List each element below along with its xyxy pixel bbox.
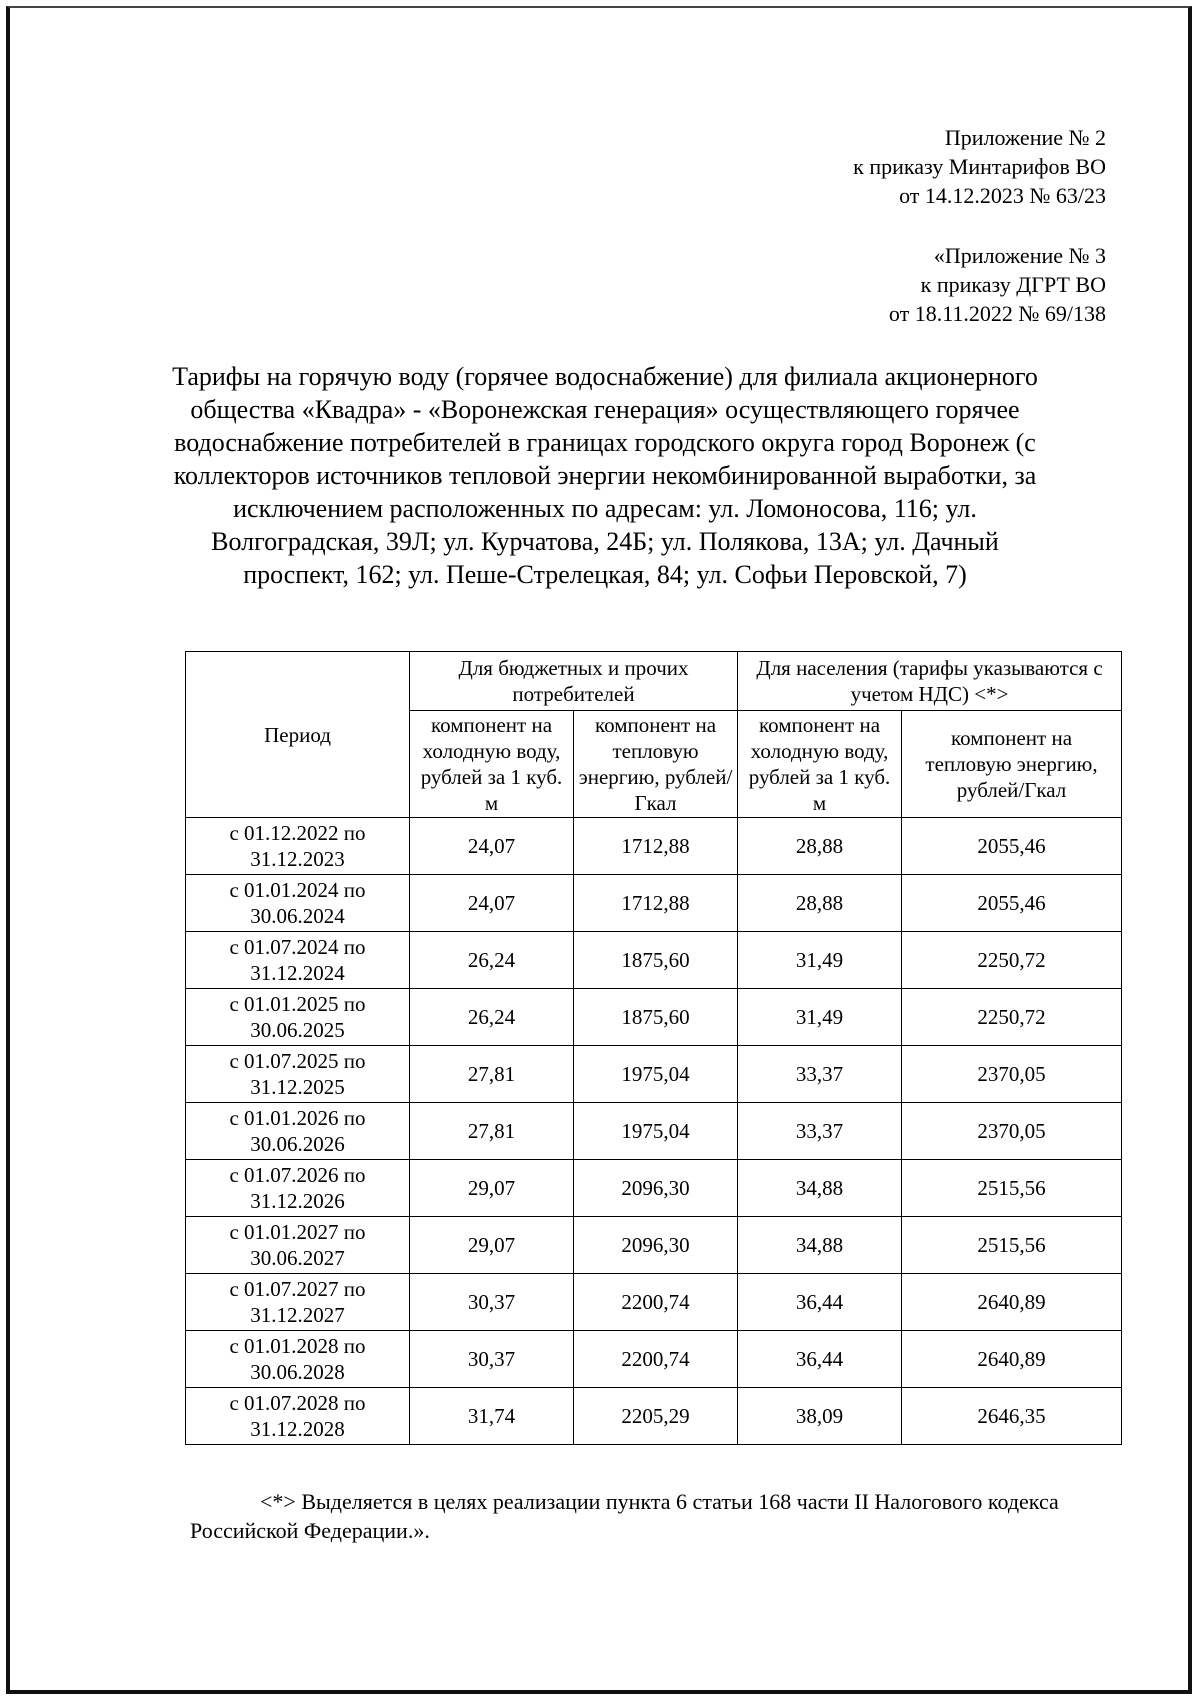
table-row <box>186 875 1122 932</box>
period-cell: с 01.07.2028 по 31.12.2028 <box>186 1388 410 1445</box>
period-cell: с 01.01.2024 по 30.06.2024 <box>186 875 410 932</box>
population-cold-cell: 31,49 <box>738 989 902 1046</box>
table-row <box>186 1331 1122 1388</box>
ref-line: «Приложение № 3 <box>933 243 1106 268</box>
population-heat-cell: 2640,89 <box>902 1274 1122 1331</box>
population-cold-cell: 36,44 <box>738 1331 902 1388</box>
budget-cold-cell: 30,37 <box>410 1274 574 1331</box>
population-heat-cell: 2250,72 <box>902 932 1122 989</box>
budget-cold-cell: 27,81 <box>410 1046 574 1103</box>
appendix-reference-amended <box>889 241 1106 328</box>
population-cold-cell: 38,09 <box>738 1388 902 1445</box>
population-cold-cell: 36,44 <box>738 1274 902 1331</box>
budget-heat-cell: 1875,60 <box>574 932 738 989</box>
table-row <box>186 932 1122 989</box>
population-heat-cell: 2370,05 <box>902 1103 1122 1160</box>
period-cell: с 01.01.2026 по 30.06.2026 <box>186 1103 410 1160</box>
budget-cold-water-header: компонент на холодную воду, рублей за 1 куб. м <box>410 711 574 818</box>
population-cold-cell: 33,37 <box>738 1046 902 1103</box>
budget-group-header: Для бюджетных и прочих потребителей <box>410 652 738 711</box>
period-cell: с 01.07.2026 по 31.12.2026 <box>186 1160 410 1217</box>
population-heat-cell: 2250,72 <box>902 989 1122 1046</box>
budget-heat-cell: 2096,30 <box>574 1160 738 1217</box>
table-row <box>186 1388 1122 1445</box>
ref-line: от 18.11.2022 № 69/138 <box>888 301 1106 326</box>
budget-heat-cell: 2200,74 <box>574 1274 738 1331</box>
population-heat-cell: 2646,35 <box>902 1388 1122 1445</box>
budget-heat-cell: 2096,30 <box>574 1217 738 1274</box>
budget-cold-cell: 29,07 <box>410 1217 574 1274</box>
table-row <box>186 989 1122 1046</box>
budget-heat-cell: 1975,04 <box>574 1046 738 1103</box>
period-cell: с 01.12.2022 по 31.12.2023 <box>186 818 410 875</box>
population-heat-cell: 2515,56 <box>902 1160 1122 1217</box>
population-heat-cell: 2515,56 <box>902 1217 1122 1274</box>
document-title: Тарифы на горячую воду (горячее водоснабжение) для филиала акционерного общества «Квадра» - «Воронежская генерация» осуществляющего горячее водоснабжение потребителей в границах городского округа город Воронеж (с коллекторов источников тепловой энергии некомбинированной выработки, за исключением расположенных по адресам: ул. Ломоносова, 116; ул. Волгоградская, 39Л; ул. Курчатова, 24Б; ул. Полякова, 13А; ул. Дачный проспект, 162; ул. Пеше-Стрелецкая, 84; ул. Софьи Перовской, 7) <box>172 362 1038 589</box>
budget-heat-cell: 1712,88 <box>574 818 738 875</box>
budget-cold-cell: 27,81 <box>410 1103 574 1160</box>
table-row <box>186 1046 1122 1103</box>
population-heat-cell: 2055,46 <box>902 818 1122 875</box>
budget-cold-cell: 24,07 <box>410 818 574 875</box>
appendix-reference-current <box>853 123 1106 210</box>
population-heat-cell: 2055,46 <box>902 875 1122 932</box>
budget-heat-cell: 2200,74 <box>574 1331 738 1388</box>
budget-cold-cell: 30,37 <box>410 1331 574 1388</box>
budget-cold-cell: 26,24 <box>410 989 574 1046</box>
population-cold-water-header: компонент на холодную воду, рублей за 1 куб. м <box>738 711 902 818</box>
budget-heat-cell: 2205,29 <box>574 1388 738 1445</box>
period-cell: с 01.07.2027 по 31.12.2027 <box>186 1274 410 1331</box>
table-row <box>186 1160 1122 1217</box>
budget-cold-cell: 29,07 <box>410 1160 574 1217</box>
ref-line: к приказу Минтарифов ВО <box>853 154 1106 179</box>
budget-heat-cell: 1712,88 <box>574 875 738 932</box>
population-cold-cell: 34,88 <box>738 1217 902 1274</box>
budget-cold-cell: 26,24 <box>410 932 574 989</box>
period-header: Период <box>186 652 410 818</box>
budget-heat-cell: 1875,60 <box>574 989 738 1046</box>
table-row <box>186 818 1122 875</box>
ref-line: Приложение № 2 <box>944 125 1106 150</box>
ref-line: к приказу ДГРТ ВО <box>920 272 1106 297</box>
ref-line: от 14.12.2023 № 63/23 <box>899 183 1106 208</box>
population-heat-energy-header: компонент на тепловую энергию, рублей/Гкал <box>902 711 1122 818</box>
footnote: <*> Выделяется в целях реализации пункта 6 статьи 168 части II Налогового кодекса Российской Федерации.». <box>190 1489 1059 1543</box>
period-cell: с 01.01.2028 по 30.06.2028 <box>186 1331 410 1388</box>
document-page <box>6 6 1192 1694</box>
population-cold-cell: 28,88 <box>738 818 902 875</box>
budget-cold-cell: 24,07 <box>410 875 574 932</box>
population-cold-cell: 28,88 <box>738 875 902 932</box>
population-heat-cell: 2370,05 <box>902 1046 1122 1103</box>
population-heat-cell: 2640,89 <box>902 1331 1122 1388</box>
budget-heat-cell: 1975,04 <box>574 1103 738 1160</box>
table-row <box>186 1217 1122 1274</box>
tariff-table <box>185 651 1122 1445</box>
population-cold-cell: 33,37 <box>738 1103 902 1160</box>
table-row <box>186 1103 1122 1160</box>
population-cold-cell: 34,88 <box>738 1160 902 1217</box>
table-row <box>186 1274 1122 1331</box>
period-cell: с 01.01.2025 по 30.06.2025 <box>186 989 410 1046</box>
population-group-header: Для населения (тарифы указываются с учетом НДС) <*> <box>738 652 1122 711</box>
population-cold-cell: 31,49 <box>738 932 902 989</box>
budget-cold-cell: 31,74 <box>410 1388 574 1445</box>
period-cell: с 01.01.2027 по 30.06.2027 <box>186 1217 410 1274</box>
period-cell: с 01.07.2025 по 31.12.2025 <box>186 1046 410 1103</box>
period-cell: с 01.07.2024 по 31.12.2024 <box>186 932 410 989</box>
budget-heat-energy-header: компонент на тепловую энергию, рублей/Гкал <box>574 711 738 818</box>
